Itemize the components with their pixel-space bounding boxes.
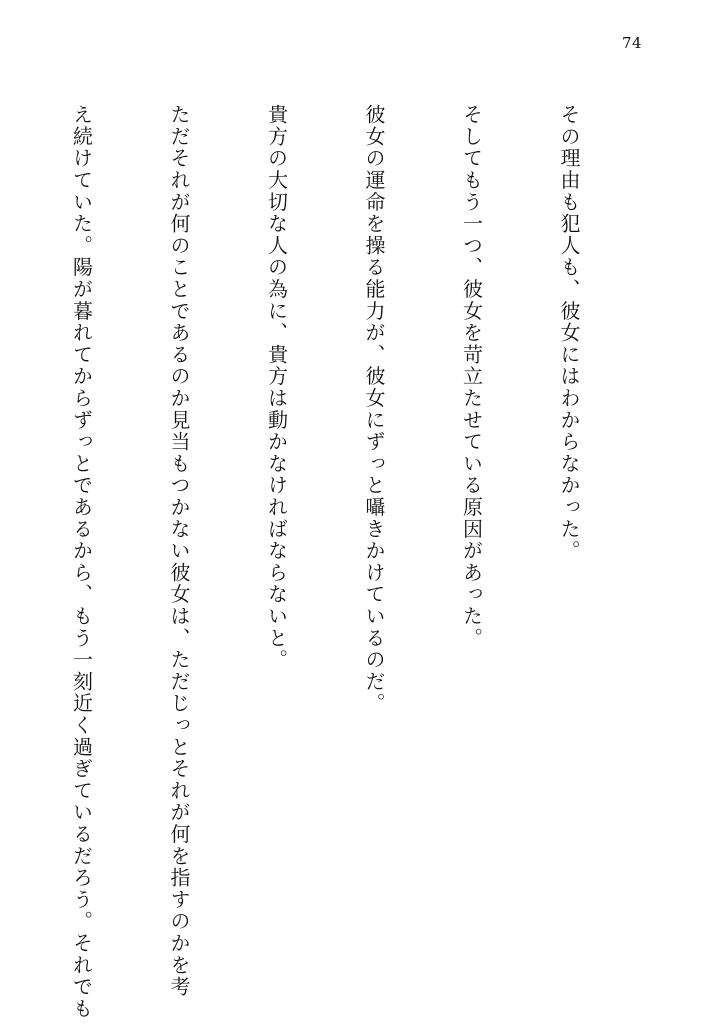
text-line: 彼女の運命を操る能力が、彼女にずっと囁きかけているのだ。 [362, 104, 386, 715]
text-line: え続けていた。陽が暮れてからずっとであるから、もう一刻近く過ぎているだろう。それでも [69, 104, 94, 1020]
novel-text-block [69, 104, 650, 1020]
text-line: 貴方の大切な人の為に、貴方は動かなければならないと。 [264, 104, 289, 671]
text-line: その理由も犯人も、彼女にはわからなかった。 [557, 104, 581, 562]
text-line: そしてもう一つ、彼女を苛立たせている原因があった。 [459, 104, 484, 649]
text-line: ただそれが何のことであるのか見当もつかない彼女は、ただじっとそれが何を指すのかを考 [167, 104, 191, 998]
page-number: 74 [622, 34, 643, 52]
